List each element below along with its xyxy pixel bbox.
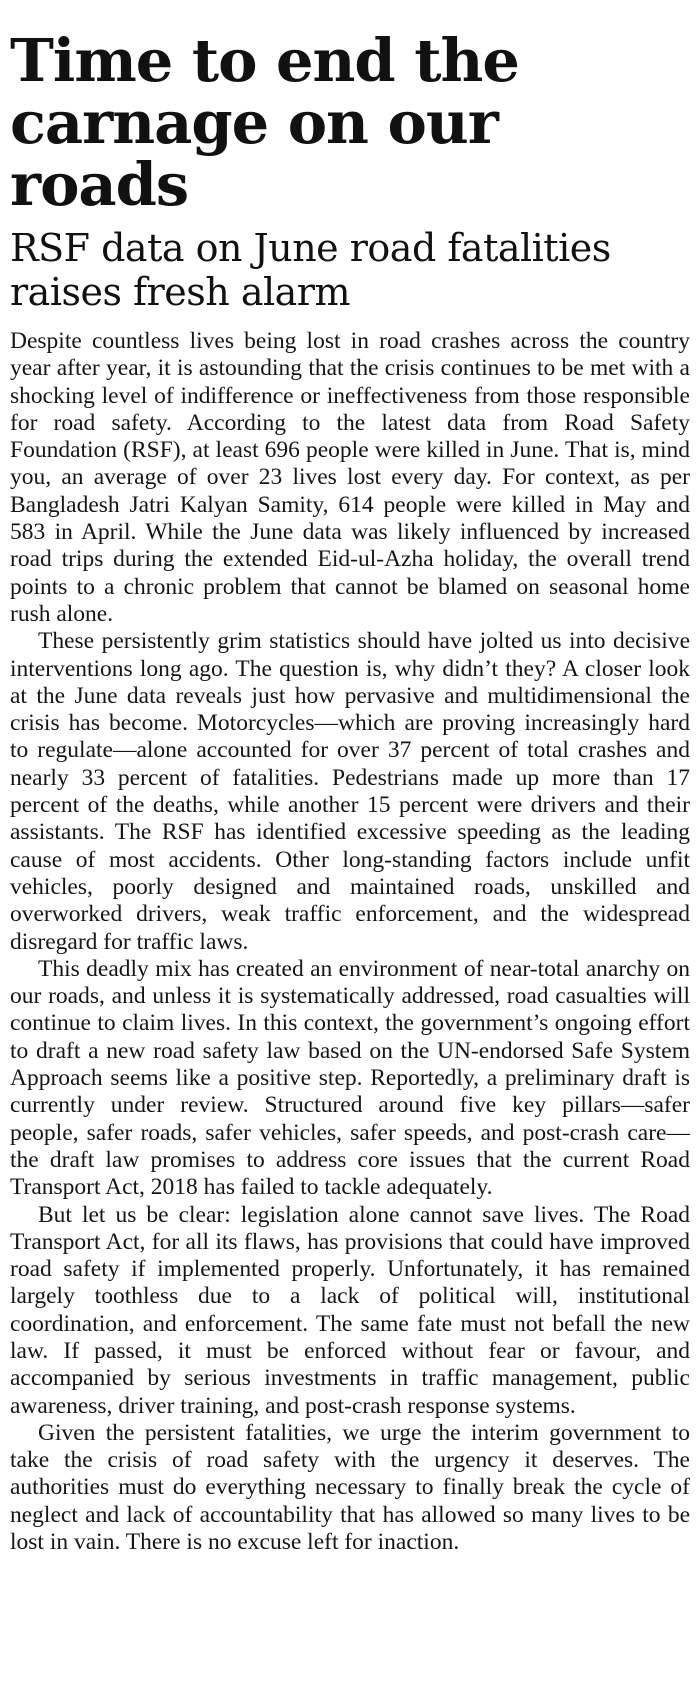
editorial-article (10, 0, 690, 1556)
body-paragraph-2: These persistently grim statistics should have jolted us into decisive interventions long ago. The question is, why didn’t they? A closer look at the June data reveals just how pervasive and multidimensional the crisis has become. Motorcycles—which are proving increasingly hard to regulate—alone accounted for over 37 percent of total crashes and nearly 33 percent of fatalities. Pedestrians made up more than 17 percent of the deaths, while another 15 percent were drivers and their assistants. The RSF has identified excessive speeding as the leading cause of most accidents. Other long-standing factors include unfit vehicles, poorly designed and maintained roads, unskilled and overworked drivers, weak traffic enforcement, and the widespread disregard for traffic laws. (10, 628, 690, 955)
headline: Time to end the carnage on our roads (10, 26, 519, 219)
body-paragraph-5: Given the persistent fatalities, we urge the interim government to take the crisis of road safety with the urgency it deserves. The authorities must do everything necessary to finally break the cycle of neglect and lack of accountability that has allowed so many lives to be lost in vain. There is no excuse left for inaction. (10, 1419, 690, 1556)
body-paragraph-3: This deadly mix has created an environment of near-total anarchy on our roads, and unless it is systematically addressed, road casualties will continue to claim lives. In this context, the government’s ongoing effort to draft a new road safety law based on the UN-endorsed Safe System Approach seems like a positive step. Reportedly, a preliminary draft is currently under review. Structured around five key pillars—safer people, safer roads, safer vehicles, safer speeds, and post-crash care—the draft law promises to address core issues that the current Road Transport Act, 2018 has failed to tackle adequately. (10, 955, 690, 1201)
article-body (10, 328, 690, 1556)
subheadline: RSF data on June road fatalities raises fresh alarm (10, 226, 611, 314)
body-paragraph-4: But let us be clear: legislation alone cannot save lives. The Road Transport Act, for all its flaws, has provisions that could have improved road safety if implemented properly. Unfortunately, it has remained largely toothless due to a lack of political will, institutional coordination, and enforcement. The same fate must not befall the new law. If passed, it must be enforced without fear or favour, and accompanied by serious investments in traffic management, public awareness, driver training, and post-crash response systems. (10, 1201, 690, 1419)
body-paragraph-1: Despite countless lives being lost in road crashes across the country year after year, it is astounding that the crisis continues to be met with a shocking level of indifference or ineffectiveness from those responsible for road safety. According to the latest data from Road Safety Foundation (RSF), at least 696 people were killed in June. That is, mind you, an average of over 23 lives lost every day. For context, as per Bangladesh Jatri Kalyan Samity, 614 people were killed in May and 583 in April. While the June data was likely influenced by increased road trips during the extended Eid-ul-Azha holiday, the overall trend points to a chronic problem that cannot be blamed on seasonal home rush alone. (10, 328, 690, 627)
